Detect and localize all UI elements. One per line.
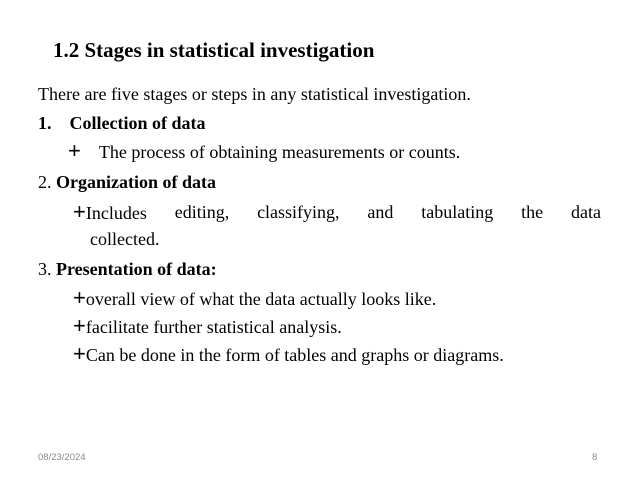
- stage-1-heading: [38, 112, 205, 134]
- bullet-word: editing,: [174, 202, 230, 222]
- stage-3-bullet-1: [73, 287, 436, 310]
- stage-2-bullet-continuation: collected.: [90, 229, 160, 249]
- stage-2-title: Organization of data: [56, 172, 216, 192]
- stage-3-title: Presentation of data:: [56, 259, 217, 279]
- bullet-text: overall view of what the data actually looks like.: [85, 289, 437, 309]
- bullet-text: The process of obtaining measurements or counts.: [98, 142, 461, 162]
- stage-2-number: 2.: [38, 172, 52, 192]
- plus-bullet-icon: +: [73, 313, 86, 338]
- slide-title: 1.2 Stages in statistical investigation: [53, 38, 375, 62]
- plus-bullet-icon: +: [73, 285, 86, 310]
- bullet-text: facilitate further statistical analysis.: [85, 317, 342, 337]
- stage-3-number: 3.: [38, 259, 52, 279]
- footer-page-number: 8: [592, 452, 598, 463]
- bullet-word: classifying,: [257, 202, 340, 222]
- bullet-word: data: [570, 202, 601, 222]
- plus-bullet-icon: +: [68, 138, 81, 163]
- stage-2-heading: [38, 171, 216, 193]
- bullet-word: tabulating: [421, 202, 494, 222]
- stage-3-bullet-3: [73, 343, 504, 366]
- intro-text: There are five stages or steps in any statistical investigation.: [38, 84, 471, 104]
- bullet-word: Includes: [85, 203, 147, 223]
- bullet-word: and: [367, 202, 394, 222]
- plus-bullet-icon: +: [73, 341, 86, 366]
- stage-3-bullet-2: [73, 315, 342, 338]
- stage-1-bullet-1: [68, 140, 460, 163]
- bullet-word: the: [521, 202, 544, 222]
- stage-1-number: 1.: [38, 113, 52, 133]
- plus-bullet-icon: +: [73, 199, 86, 224]
- footer-date: 08/23/2024: [38, 452, 86, 463]
- stage-3-heading: [38, 258, 217, 280]
- stage-1-title: Collection of data: [69, 113, 206, 133]
- bullet-text: Can be done in the form of tables and graphs or diagrams.: [85, 345, 504, 365]
- stage-2-bullet-1: [73, 201, 601, 224]
